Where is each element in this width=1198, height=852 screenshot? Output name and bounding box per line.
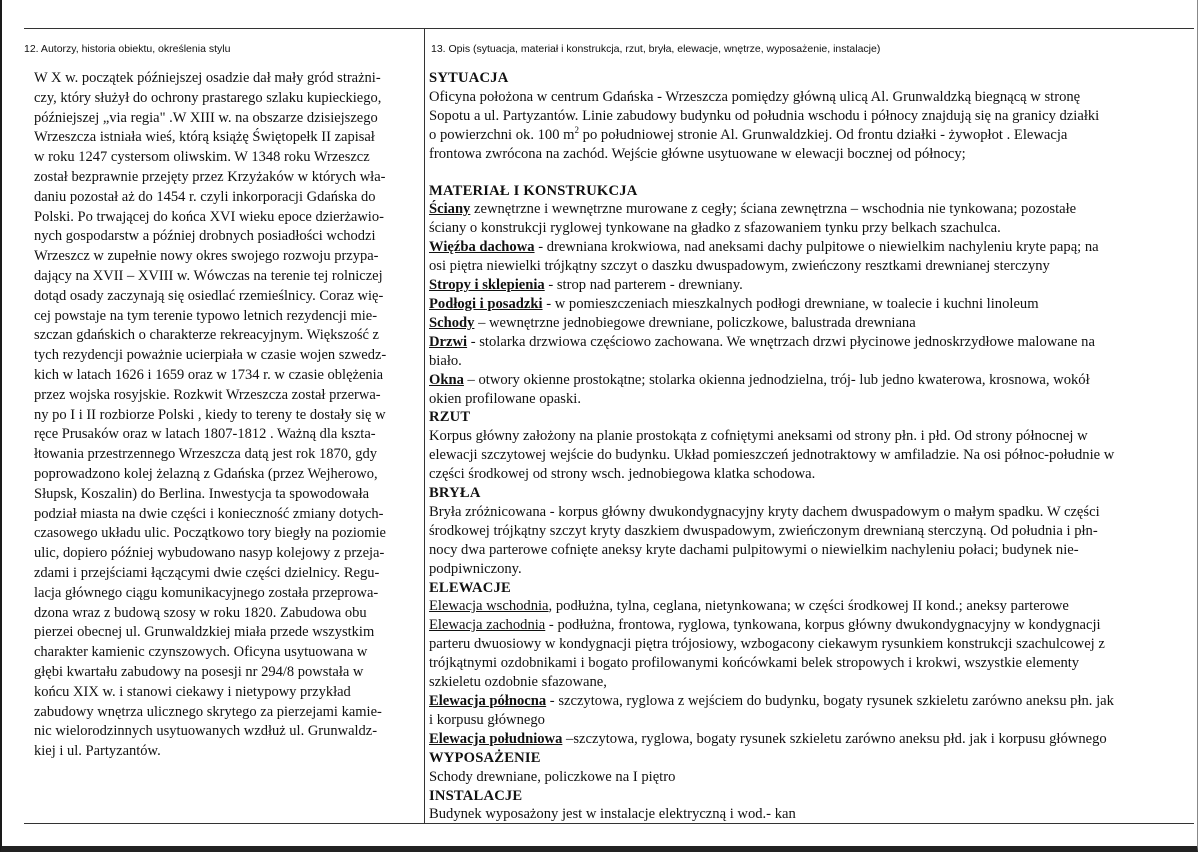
wiezba-text: - drewniana krokwiowa, nad aneksami dachy pulpitowe o niewielkim nachyleniu kryte papą; na (534, 239, 1099, 256)
sciany-line (429, 200, 1187, 219)
elewacja-polnocna-line: i korpusu głównego (429, 711, 545, 728)
history-line: dzona wraz z budową szosy w roku 1820. Zabudowa obu (34, 604, 367, 621)
rzut-line: Korpus główny założony na planie prostokąta z cofniętymi aneksami od strony płn. i płd. Od strony północnej w (429, 428, 1088, 445)
elewacja-poludniowa-line (429, 730, 1187, 749)
heading-wyposazenie: WYPOSAŻENIE (429, 749, 541, 766)
elewacja-zachodnia-line: trójkątnymi ozdobnikami i bogato profilowanymi końcówkami belek stropowych i krokwi, wszystkie elementy (429, 655, 1080, 672)
history-line: łtowania przestrzennego Wrzeszcza datą jest rok 1870, gdy (34, 446, 377, 463)
stropy-label: Stropy i sklepienia (429, 277, 545, 294)
rzut-line: elewacji szczytowej wejście do budynku. Układ pomieszczeń jednotraktowy w amfiladzie. Na osi północ-południe w (429, 447, 1115, 464)
drzwi-line: biało. (429, 352, 462, 369)
sciany-label: Ściany (429, 201, 471, 218)
history-line: pierzei obecnej ul. Grunwaldzkiej miała przede wszystkim (34, 624, 375, 641)
history-line: tych rezydencji poważnie ucierpiała w czasie wojen szwedz- (34, 347, 387, 364)
sytuacja-line: Sopotu a ul. Partyzantów. Linie zabudowy budynku od południa wschodu i północy znajdują się na granicy działki (429, 107, 1100, 124)
elewacja-zachodnia-text: - podłużna, frontowa, ryglowa, tynkowana, korpus główny dwukondygnacyjny w kondygnacji (545, 617, 1101, 634)
history-line: kich w latach 1626 i 1659 oraz w 1734 r. w czasie oblężenia (34, 366, 384, 383)
heading-instalacje: INSTALACJE (429, 787, 523, 804)
okna-text: – otwory okienne prostokątne; stolarka okienna jednodzielna, trój- lub jedno kwaterowa, krosnowa, wokół (463, 371, 1090, 388)
heading-bryla: BRYŁA (429, 485, 481, 502)
history-line: ulic, dopiero później wybudowano nasyp kolejowy z przeja- (34, 545, 385, 562)
sytuacja-line: frontowa zwrócona na zachód. Wejście główne usytuowane w elewacji bocznej od północy; (429, 145, 966, 162)
bryla-line: nocy dwa parterowe cofnięte aneksy kryte dachami pulpitowymi o niewielkim nachyleniu połaci; budynek nie- (429, 541, 1079, 558)
description-column (429, 69, 1187, 824)
elewacja-poludniowa-label: Elewacja południowa (429, 730, 563, 747)
history-line: charakter kamienic czynszowych. Oficyna usytuowana w (34, 644, 368, 661)
schody-label: Schody (429, 314, 475, 331)
history-line: Wrzeszcza istniała wieś, którą książę Świętopełk II zapisał (34, 129, 375, 146)
history-line: głębi kwartału zabudowy na posesji nr 294/8 powstała w (34, 663, 364, 680)
bryla-line: Bryła zróżnicowana - korpus główny dwukondygnacyjny kryty dachem dwuspadowym o małym spadku. W części (429, 503, 1100, 520)
elewacja-zachodnia-label: Elewacja zachodnia (429, 617, 546, 634)
history-line: zabudowy wnętrza ulicznego skrytego za pierzejami kamie- (34, 703, 382, 720)
history-line: poprowadzono kolej żelazną z Gdańska (przez Wejherowo, (34, 465, 378, 482)
history-line: nic wielorodzinnych usytuowanych wzdłuż ul. Grunwaldz- (34, 723, 378, 740)
history-line: końcu XIX w. i stanowi ciekawy i nietypowy przykład (34, 683, 351, 700)
elewacja-zachodnia-line (429, 616, 1187, 635)
wiezba-label: Więźba dachowa (429, 239, 535, 256)
sytuacja-line (429, 126, 1187, 145)
history-line: podział miasta na dwie części i konieczność zmiany dotych- (34, 505, 384, 522)
podlogi-label: Podłogi i posadzki (429, 295, 543, 312)
sytuacja-text: po południowej stronie Al. Grunwaldzkiej. Od frontu działki - żywopłot . Elewacja (579, 126, 1068, 143)
schody-line (429, 314, 1187, 333)
section-13-header: 13. Opis (sytuacja, materiał i konstrukcja, rzut, bryła, elewacje, wnętrze, wyposażenie, instalacje) (431, 43, 881, 55)
heading-elewacje: ELEWACJE (429, 579, 511, 596)
elewacja-wschodnia-line (429, 597, 1187, 616)
okna-line (429, 371, 1187, 390)
okna-label: Okna (429, 371, 464, 388)
history-line: Polski. Po trwającej do końca XVI wieku epoce dzierżawio- (34, 208, 384, 225)
instalacje-line: Budynek wyposażony jest w instalacje elektryczną i wod.- kan (429, 806, 796, 823)
elewacja-wschodnia-label: Elewacja wschodnia (429, 598, 549, 615)
elewacja-polnocna-text: - szczytowa, ryglowa z wejściem do budynku, bogaty rysunek szkieletu zarówno aneksu płn. jak (546, 693, 1114, 709)
stropy-text: - strop nad parterem - drewniany. (544, 277, 743, 294)
history-line: cej powstaje na tym terenie typowo letnich rezydencji mie- (34, 307, 378, 324)
sciany-line: ściany o konstrukcji ryglowej tynkowane na gładko z sfazowaniem tynku przy belkach szachulca. (429, 220, 1001, 237)
elewacja-zachodnia-line: szkieletu ozdobnie sfazowane, (429, 674, 607, 691)
elewacja-polnocna-label: Elewacja północna (429, 693, 547, 709)
superscript: 2 (574, 124, 580, 135)
history-line: nych gospodarstw a później drobnych posiadłości wchodzi (34, 228, 376, 245)
history-line: czy, który służył do ochrony prastarego szlaku kupieckiego, (34, 89, 382, 106)
bryla-line: środkowej trójkątny szczyt kryty daszkiem dwuspadowym, zwieńczonym drewnianą sterczyną. Od południa i płn- (429, 522, 1098, 539)
elewacja-wschodnia-text: , podłużna, tylna, ceglana, nietynkowana; w części środkowej II kond.; aneksy parterowe (548, 598, 1069, 615)
heading-material: MATERIAŁ I KONSTRUKCJA (429, 182, 638, 199)
history-line: daniu pozostał aż do 1454 r. czyli inkorporacji Gdańska do (34, 188, 376, 205)
history-line: W X w. początek późniejszej osadzie dał mały gród strażni- (34, 70, 381, 86)
history-line: zdami i przejściami łączącymi dwie części dzielnicy. Regu- (34, 564, 380, 581)
bryla-line: podpiwniczony. (429, 560, 522, 577)
drzwi-text: - stolarka drzwiowa częściowo zachowana. We wnętrzach drzwi płycinowe jednoskrzydłowe malowane na (467, 333, 1095, 350)
history-line: w roku 1247 cystersom oliwskim. W 1348 roku Wrzeszcz (34, 149, 370, 166)
history-line: został bezprawnie przejęty przez Krzyżaków w których wła- (34, 168, 386, 185)
history-line: czasowego układu ulic. Początkowo tory biegły na poziomie (34, 525, 386, 542)
history-line: ręce Prusaków oraz w latach 1807-1812 . Ważną dla kszta- (34, 426, 376, 443)
heading-sytuacja: SYTUACJA (429, 70, 509, 86)
elewacja-poludniowa-text: –szczytowa, ryglowa, bogaty rysunek szkieletu zarówno aneksu płd. jak i korpusu głównego (562, 730, 1107, 747)
heading-rzut: RZUT (429, 409, 471, 426)
history-line: szczan gdańskich o charakterze rekreacyjnym. Większość z (34, 327, 379, 344)
sytuacja-text: o powierzchni ok. 100 m (429, 126, 575, 143)
sytuacja-line: Oficyna położona w centrum Gdańska - Wrzeszcza pomiędzy główną ulicą Al. Grunwaldzką biegnącą w stronę (429, 88, 1081, 105)
document-sheet (24, 28, 1194, 824)
okna-line: okien profilowane opaski. (429, 390, 581, 407)
elewacja-polnocna-line (429, 692, 1187, 711)
stropy-line (429, 276, 1187, 295)
elewacja-zachodnia-line: parteru dwuosiowy w kondygnacji piętra trójosiowy, wzbogacony ciekawym rysunkiem konstrukcji szachulcowej z (429, 636, 1105, 653)
section-12-header: 12. Autorzy, historia obiektu, określenia stylu (24, 43, 231, 55)
rzut-line: części środkowej od strony wsch. jednobiegowa klatka schodowa. (429, 466, 816, 483)
spacer (429, 164, 1187, 182)
history-line: Słupsk, Koszalin) do Berlina. Inwestycja ta spowodowała (34, 485, 370, 502)
drzwi-line (429, 333, 1187, 352)
wiezba-line: osi piętra niewielki trójkątny szczyt o daszku dwuspadowym, zwieńczony resztkami drewnianej sterczyny (429, 258, 1050, 275)
podlogi-text: - w pomieszczeniach mieszkalnych podłogi drewniane, w toalecie i kuchni linoleum (542, 295, 1039, 312)
history-line: przez wojska rosyjskie. Rozkwit Wrzeszcza został przerwa- (34, 386, 381, 403)
history-line: kiej i ul. Partyzantów. (34, 743, 161, 760)
wyposazenie-line: Schody drewniane, policzkowe na I piętro (429, 768, 676, 785)
drzwi-label: Drzwi (429, 333, 468, 350)
podlogi-line (429, 295, 1187, 314)
history-line: dotąd osady zaczynają się osiedlać rzemieślnicy. Coraz wię- (34, 287, 384, 304)
wiezba-line (429, 238, 1187, 257)
column-divider (424, 29, 425, 823)
history-line: dający na XVII – XVIII w. Wówczas na terenie tej rolniczej (34, 267, 383, 284)
history-line: późniejszej „via regia" .W XIII w. na obszarze dzisiejszego (34, 109, 378, 126)
history-line: ny po I i II rozbiorze Polski , kiedy to tereny te dostały się w (34, 406, 386, 423)
history-text (34, 69, 414, 762)
history-line: lacja głównego ciągu komunikacyjnego została przeprowa- (34, 584, 379, 601)
sciany-text: zewnętrzne i wewnętrzne murowane z cegły; ściana zewnętrzna – wschodnia nie tynkowana; pozostałe (470, 201, 1077, 218)
history-line: Wrzeszcz w zupełnie nowy okres swojego rozwoju przypa- (34, 248, 379, 265)
schody-text: – wewnętrzne jednobiegowe drewniane, policzkowe, balustrada drewniana (474, 314, 916, 331)
